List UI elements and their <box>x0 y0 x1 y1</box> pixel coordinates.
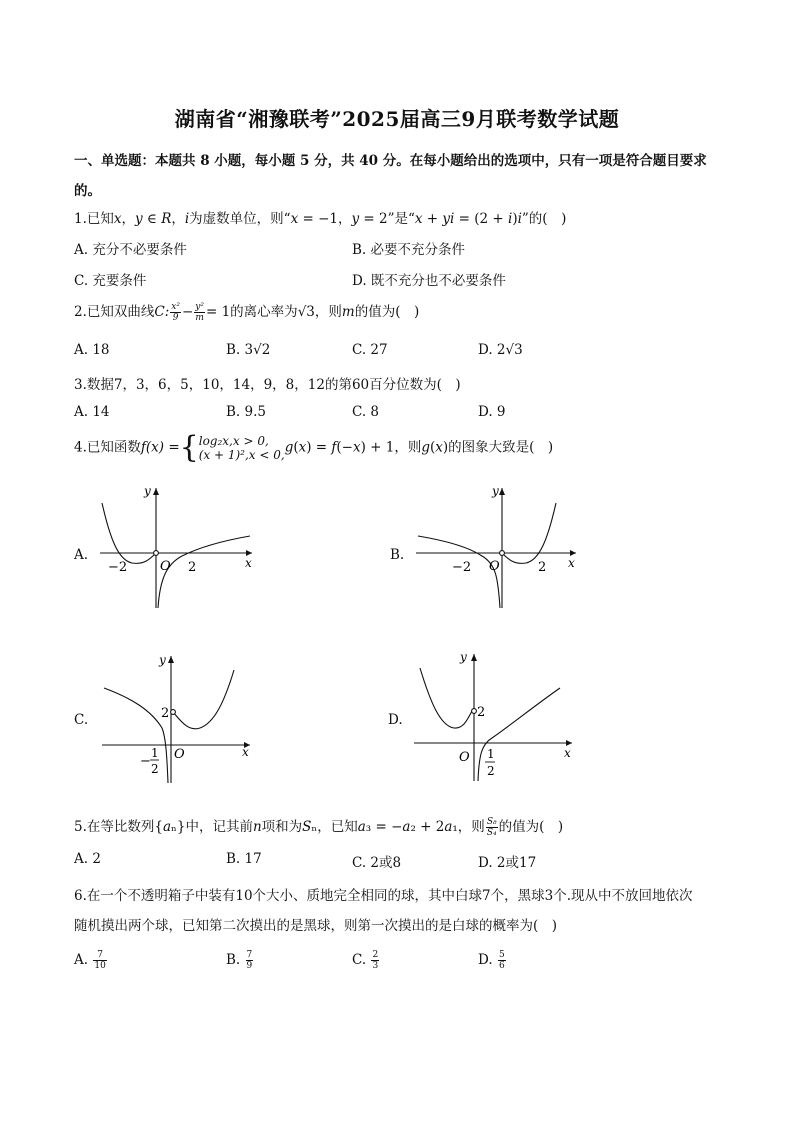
curve-left <box>420 668 472 728</box>
q2-curve-name: C: <box>154 304 170 320</box>
graph-d[interactable] <box>412 646 582 786</box>
tick-2: 2 <box>188 560 197 575</box>
origin-label: O <box>459 750 470 765</box>
tick-neg2: −2 <box>452 560 472 575</box>
q5-option-c[interactable]: C. 2或8 <box>352 855 402 871</box>
q4-piecewise: { log₂x,x > 0, (x + 1)²,x < 0, <box>179 430 285 465</box>
q2-fraction-x: $\frac{\text{x²}}{9}$ <box>171 302 180 323</box>
origin-label: O <box>160 559 171 574</box>
q4-option-c[interactable]: C. <box>74 712 89 728</box>
q2-suffix: ，则𝑚的值为( ) <box>314 304 420 320</box>
half-den: 2 <box>151 762 159 776</box>
q3-option-d[interactable]: D. 9 <box>478 404 506 420</box>
q2-minus: − <box>181 304 194 320</box>
q2-option-a[interactable]: A. 18 <box>74 342 110 358</box>
curve-left <box>102 503 156 563</box>
minus-sign: − <box>140 754 151 769</box>
q2-fraction-y: $\frac{\text{y²}}{m}$ <box>195 302 204 323</box>
q4-suffix: 𝑔(𝑥) = 𝑓(−𝑥) + 1，则𝑔(𝑥)的图象大致是( ) <box>284 439 554 456</box>
open-point <box>154 551 159 556</box>
q4-option-b[interactable]: B. <box>390 547 405 563</box>
x-label: x <box>245 556 252 570</box>
tick-2: 2 <box>477 705 486 720</box>
q1-option-b[interactable]: B. 必要不充分条件 <box>352 242 466 258</box>
q1-option-d[interactable]: D. 既不充分也不必要条件 <box>352 273 506 289</box>
q3-option-b[interactable]: B. 9.5 <box>226 404 266 420</box>
graph-c[interactable] <box>96 648 260 788</box>
question-2-stem <box>74 300 419 323</box>
question-6-line-2: 随机摸出两个球，已知第二次摸出的是黑球，则第一次摸出的是白球的概率为( ) <box>74 918 558 934</box>
question-6-line-1: 6.在一个不透明箱子中装有10个大小、质地完全相同的球，其中白球7个，黑球3个.现从中不放回地依次 <box>74 888 693 904</box>
graph-b[interactable] <box>412 478 584 613</box>
q1-option-a[interactable]: A. 充分不必要条件 <box>74 242 187 258</box>
question-3-stem: 3.数据7，3，6，5，10，14，9，8，12的第60百分位数为( ) <box>74 377 461 393</box>
q5-fraction: $\frac{\text{S₈}}{\text{S₄}}$ <box>486 817 497 838</box>
x-label: x <box>568 556 575 570</box>
q5-option-d[interactable]: D. 2或17 <box>478 855 537 871</box>
y-axis-arrow <box>153 488 159 495</box>
y-label: y <box>492 484 499 498</box>
q4-prefix: 4.已知函数 <box>74 439 141 456</box>
section-instructions: 一、单选题：本题共 8 小题，每小题 5 分，共 40 分。在每小题给出的选项中，只有一项是符合题目要求的。 <box>74 153 707 199</box>
tick-neg2: −2 <box>108 560 128 575</box>
tick-2: 2 <box>538 560 547 575</box>
curve-right <box>173 670 234 729</box>
y-label: y <box>460 650 467 664</box>
half-num: 1 <box>151 746 159 760</box>
q5-suffix: 的值为( ) <box>498 819 564 835</box>
q5-option-b[interactable]: B. 17 <box>226 851 262 867</box>
half-den: 2 <box>487 764 495 778</box>
x-label: x <box>242 745 249 759</box>
q2-option-d[interactable]: D. 2√3 <box>478 342 523 358</box>
q4-option-a[interactable]: A. <box>74 547 89 563</box>
tick-2: 2 <box>161 706 170 721</box>
curve-right <box>502 503 556 563</box>
q2-option-b[interactable]: B. 3√2 <box>226 342 271 358</box>
q4-option-d[interactable]: D. <box>388 712 403 728</box>
question-5-stem <box>74 815 563 838</box>
y-label: y <box>144 484 151 498</box>
q4-function: 𝑓(𝑥) = <box>140 439 180 456</box>
q5-prefix: 5.在等比数列{𝑎ₙ}中，记其前𝑛项和为𝑆ₙ，已知𝑎₃ = −𝑎₂ + 2𝑎₁，则 <box>74 819 485 835</box>
q6-option-a[interactable]: A. $\frac{7}{10}$ <box>74 950 106 971</box>
question-1-stem: 1.已知𝑥，𝑦 ∈ 𝑅，𝑖为虚数单位，则“𝑥 = −1，𝑦 = 2”是“𝑥 + 𝑦𝑖 = (2 + 𝑖)𝑖”的( ) <box>74 211 567 227</box>
q6-option-d[interactable]: D. $\frac{5}{6}$ <box>478 950 505 971</box>
page-title: 湖南省“湘豫联考”2025届高三9月联考数学试题 <box>174 107 620 131</box>
q5-option-a[interactable]: A. 2 <box>74 851 101 867</box>
half-num: 1 <box>487 747 495 761</box>
q6-option-c[interactable]: C. $\frac{2}{3}$ <box>352 950 379 971</box>
q6-option-b[interactable]: B. $\frac{7}{9}$ <box>226 950 253 971</box>
question-4-stem <box>74 430 554 465</box>
q2-option-c[interactable]: C. 27 <box>352 342 388 358</box>
graph-a[interactable] <box>92 478 262 613</box>
x-label: x <box>564 746 571 760</box>
q1-option-c[interactable]: C. 充要条件 <box>74 273 147 289</box>
q2-root: √3 <box>297 304 315 320</box>
y-label: y <box>159 653 166 667</box>
origin-label: O <box>489 559 500 574</box>
q3-option-a[interactable]: A. 14 <box>74 404 110 420</box>
origin-label: O <box>174 747 185 762</box>
q2-equation: = 1的离心率为 <box>205 304 298 320</box>
q2-prefix: 2.已知双曲线 <box>74 304 155 320</box>
q3-option-c[interactable]: C. 8 <box>352 404 380 420</box>
curve-right <box>158 536 250 608</box>
